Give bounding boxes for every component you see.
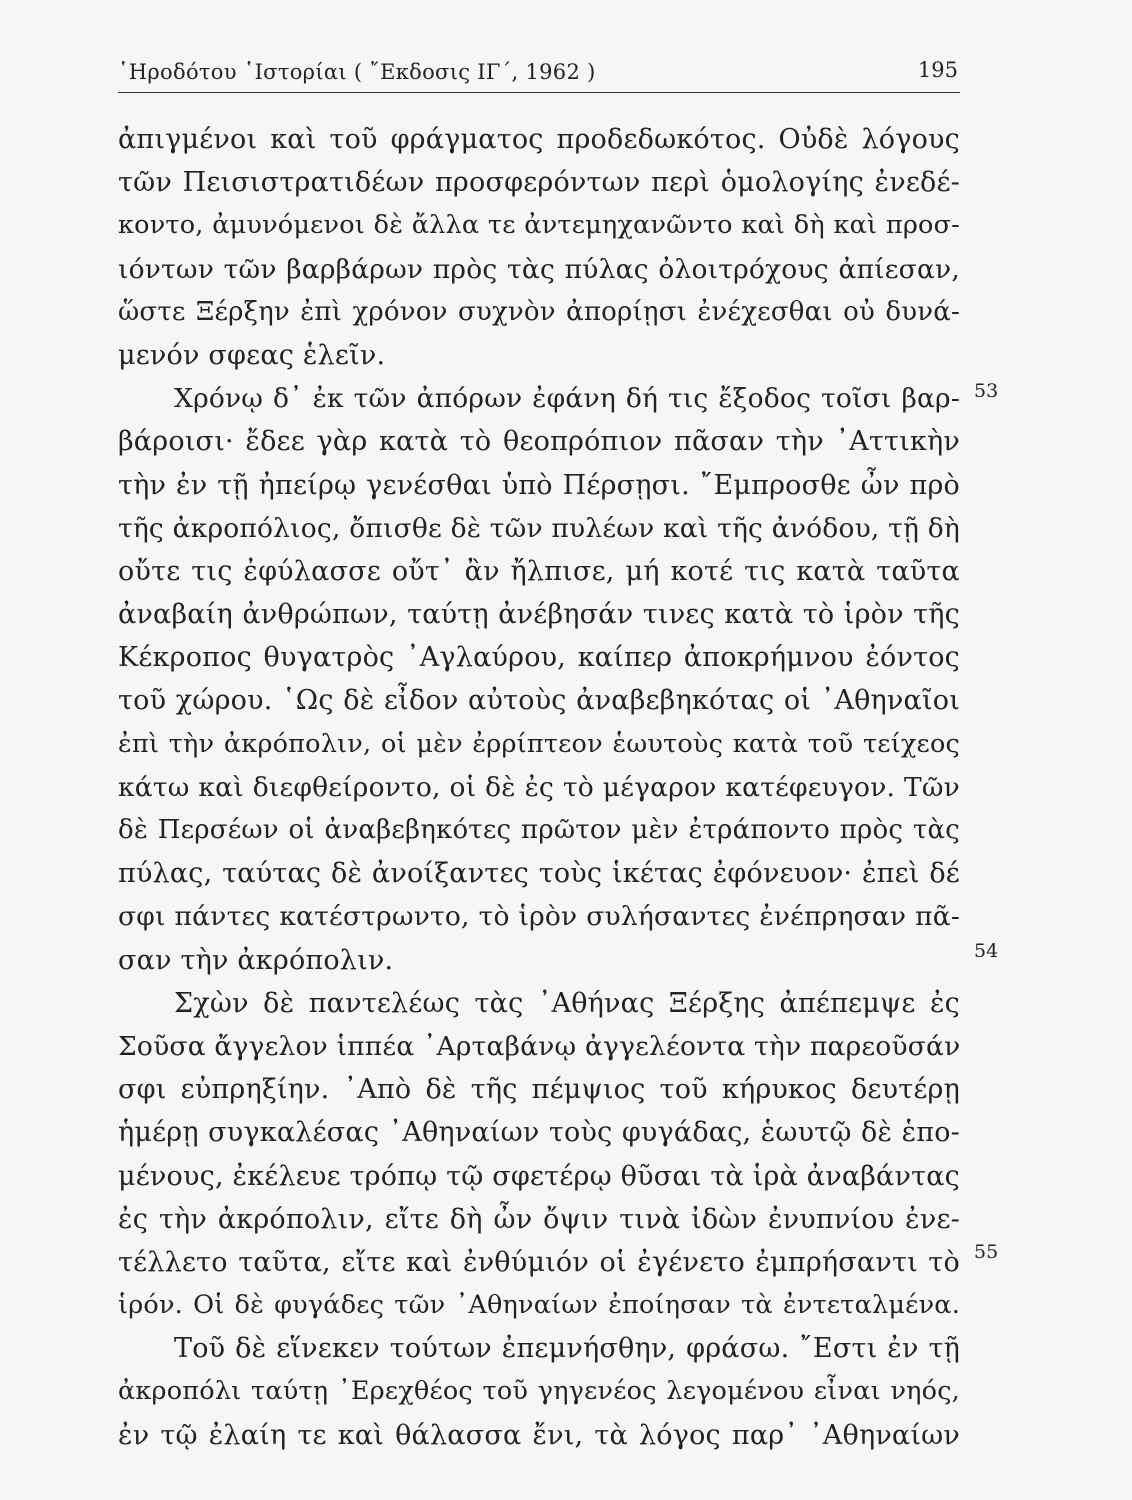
text-line: σφι εὐπρηξίην. ᾽Απὸ δὲ τῆς πέμψιος τοῦ κήρυκος δευτέρῃ [118,1074,960,1106]
text-line: ἀπιγμένοι καὶ τοῦ φράγματος προδεδωκότος. Οὐδὲ λόγους [118,124,960,155]
text-line: ὥστε Ξέρξην ἐπὶ χρόνον συχνὸν ἀπορίῃσι ἐνέχεσθαι οὐ δυνά- [118,296,960,327]
text-line: ιόντων τῶν βαρβάρων πρὸς τὰς πύλας ὀλοιτρόχους ἀπίεσαν, [118,253,960,285]
chapter-number: 53 [974,380,999,402]
text-line: δὲ Περσέων οἱ ἀναβεβηκότες πρῶτον μὲν ἐτράποντο πρὸς τὰς [118,815,960,845]
page-number: 195 [917,58,958,82]
text-line: Τοῦ δὲ εἵνεκεν τούτων ἐπεμνήσθην, φράσω. ῎Εστι ἐν τῇ [174,1333,960,1365]
text-line: σαν τὴν ἀκρόπολιν. [118,944,394,976]
body-text [118,118,960,1457]
text-line: ἀναβαίη ἀνθρώπων, ταύτῃ ἀνέβησάν τινες κατὰ τὸ ἱρὸν τῆς [118,599,960,631]
text-line: τὴν ἐν τῇ ἠπείρῳ γενέσθαι ὑπὸ Πέρσῃσι. ῎Εμπροσθε ὦν πρὸ [118,469,960,501]
text-line: τέλλετο ταῦτα, εἴτε καὶ ἐνθύμιόν οἱ ἐγένετο ἐμπρήσαντι τὸ [118,1246,960,1278]
text-line: ἐπὶ τὴν ἀκρόπολιν, οἱ μὲν ἐρρίπτεον ἑωυτοὺς κατὰ τοῦ τείχεος [118,728,960,759]
text-line: Χρόνῳ δ᾽ ἐκ τῶν ἀπόρων ἐφάνη δή τις ἔξοδος τοῖσι βαρ- [174,383,960,415]
text-line: ἐν τῷ ἐλαίη τε καὶ θάλασσα ἔνι, τὰ λόγος παρ᾽ ᾽Αθηναίων [118,1419,960,1451]
text-line: βάροισι· ἔδεε γὰρ κατὰ τὸ θεοπρόπιον πᾶσαν τὴν ᾽Αττικὴν [118,426,960,458]
running-header [118,58,960,93]
text-line: τοῦ χώρου. ῾Ως δὲ εἶδον αὐτοὺς ἀναβεβηκότας οἱ ᾽Αθηναῖοι [118,685,960,717]
text-line: Σοῦσα ἄγγελον ἱππέα ᾽Αρταβάνῳ ἀγγελέοντα τὴν παρεοῦσάν [118,1030,961,1062]
text-line: μένους, ἐκέλευε τρόπῳ τῷ σφετέρῳ θῦσαι τὰ ἱρὰ ἀναβάντας [118,1160,960,1192]
chapter-number: 54 [974,940,999,962]
text-line: πύλας, ταύτας δὲ ἀνοίξαντες τοὺς ἱκέτας ἐφόνευον· ἐπεὶ δέ [118,858,960,890]
text-line: τῶν Πεισιστρατιδέων προσφερόντων περὶ ὁμολογίης ἐνεδέ- [118,167,960,199]
text-line: κάτω καὶ διεφθείροντο, οἱ δὲ ἐς τὸ μέγαρον κατέφευγον. Τῶν [118,771,960,803]
text-line: οὔτε τις ἐφύλασσε οὔτ᾽ ἂν ἤλπισε, μή κοτέ τις κατὰ ταῦτα [118,555,960,587]
text-line: σφι πάντες κατέστρωντο, τὸ ἱρὸν συλήσαντες ἐνέπρησαν πᾶ- [118,901,960,933]
text-line: ἡμέρῃ συγκαλέσας ᾽Αθηναίων τοὺς φυγάδας, ἑωυτῷ δὲ ἑπο- [118,1117,960,1149]
header-title: ῾Ηροδότου ῾Ιστορίαι ( ῎Εκδοσις ΙΓ΄, 1962 ) [118,60,596,84]
text-line: Κέκροπος θυγατρὸς ᾽Αγλαύρου, καίπερ ἀποκρήμνου ἐόντος [118,642,960,674]
text-line: ἐς τὴν ἀκρόπολιν, εἴτε δὴ ὦν ὄψιν τινὰ ἰδὼν ἐνυπνίου ἐνε- [118,1203,960,1235]
chapter-number: 55 [974,1241,999,1263]
text-line: ἱρόν. Οἱ δὲ φυγάδες τῶν ᾽Αθηναίων ἐποίησαν τὰ ἐντεταλμένα. [118,1290,960,1321]
text-line: Σχὼν δὲ παντελέως τὰς ᾽Αθήνας Ξέρξης ἀπέπεμψε ἐς [174,987,960,1019]
text-line: κοντο, ἀμυνόμενοι δὲ ἄλλα τε ἀντεμηχανῶντο καὶ δὴ καὶ προσ- [118,210,960,241]
text-line: ἀκροπόλι ταύτῃ ᾽Ερεχθέος τοῦ γηγενέος λεγομένου εἶναι νηός, [118,1376,960,1407]
text-line: τῆς ἀκροπόλιος, ὄπισθε δὲ τῶν πυλέων καὶ τῆς ἀνόδου, τῇ δὴ [118,512,960,544]
text-line: μενόν σφεας ἑλεῖν. [118,339,386,371]
